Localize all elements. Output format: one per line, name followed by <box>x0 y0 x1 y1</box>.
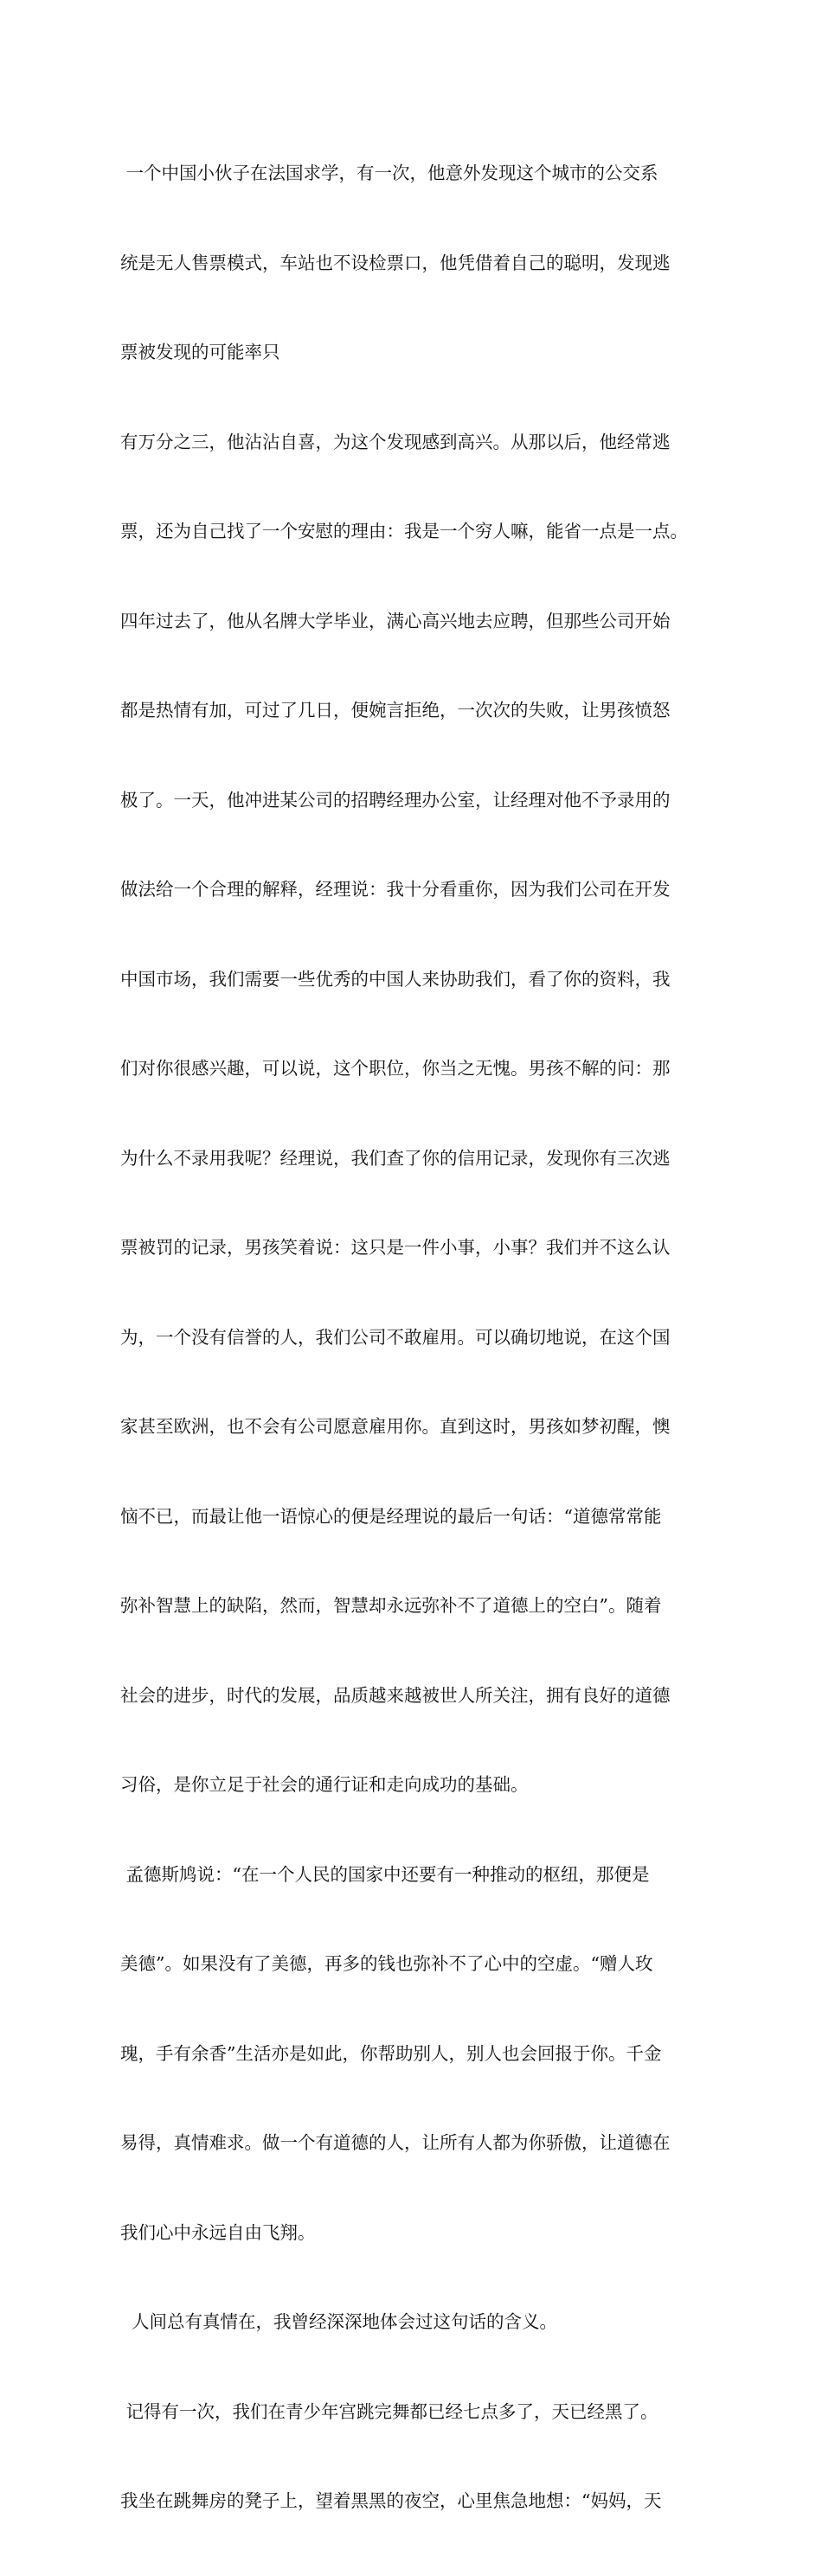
text-line: 社会的进步，时代的发展，品质越来越被世人所关注，拥有良好的道德 <box>120 1684 671 1706</box>
text-line: 我坐在跳舞房的凳子上，望着黑黑的夜空，心里焦急地想：“妈妈，天 <box>120 2490 662 2511</box>
text-line: 都是热情有加，可过了几日，便婉言拒绝，一次次的失败，让男孩愤怒 <box>120 700 671 721</box>
text-line: 们对你很感兴趣，可以说，这个职位，你当之无愧。男孩不解的问：那 <box>120 1058 671 1079</box>
text-line: 中国市场，我们需要一些优秀的中国人来协助我们，看了你的资料，我 <box>120 968 671 990</box>
text-line: 习俗，是你立足于社会的通行证和走向成功的基础。 <box>120 1774 529 1795</box>
text-line: 票被发现的可能率只 <box>120 342 280 362</box>
text-line: 为，一个没有信誉的人，我们公司不敢雇用。可以确切地说，在这个国 <box>120 1326 671 1348</box>
text-line: 我们心中永远自由飞翔。 <box>120 2221 316 2243</box>
text-line: 一个中国小伙子在法国求学，有一次，他意外发现这个城市的公交系 <box>120 163 658 183</box>
text-line: 四年过去了，他从名牌大学毕业，满心高兴地去应聘，但那些公司开始 <box>120 610 671 631</box>
text-line: 票被罚的记录，男孩笑着说：这只是一件小事，小事？我们并不这么认 <box>120 1237 671 1258</box>
text-line: 易得，真情难求。做一个有道德的人，让所有人都为你骄傲，让道德在 <box>120 2132 671 2153</box>
text-line: 人间总有真情在，我曾经深深地体会过这句话的含义。 <box>120 2311 558 2332</box>
text-line: 极了。一天，他冲进某公司的招聘经理办公室，让经理对他不予录用的 <box>120 789 671 811</box>
text-line: 美德”。如果没有了美德，再多的钱也弥补不了心中的空虚。“赠人玫 <box>120 1953 653 1974</box>
text-line: 孟德斯鸠说：“在一个人民的国家中还要有一种推动的枢纽，那便是 <box>120 1863 650 1885</box>
document-body <box>120 99 709 2576</box>
text-line: 票，还为自己找了一个安慰的理由：我是一个穷人嘛，能省一点是一点。 <box>120 521 688 541</box>
text-line: 有万分之三，他沾沾自喜，为这个发现感到高兴。从那以后，他经常逃 <box>120 431 671 452</box>
text-line: 统是无人售票模式，车站也不设检票口，他凭借着自己的聪明，发现逃 <box>120 252 671 273</box>
text-line: 恼不已，而最让他一语惊心的便是经理说的最后一句话：“道德常常能 <box>120 1505 662 1527</box>
text-line: 瑰，手有余香”生活亦是如此，你帮助别人，别人也会回报于你。千金 <box>120 2042 662 2064</box>
text-line: 弥补智慧上的缺陷，然而，智慧却永远弥补不了道德上的空白”。随着 <box>120 1595 662 1616</box>
text-line: 记得有一次，我们在青少年宫跳完舞都已经七点多了，天已经黑了。 <box>120 2400 658 2422</box>
text-line: 家甚至欧洲，也不会有公司愿意雇用你。直到这时，男孩如梦初醒，懊 <box>120 1416 671 1437</box>
text-line: 为什么不录用我呢？经理说，我们查了你的信用记录，发现你有三次逃 <box>120 1147 671 1169</box>
text-line: 做法给一个合理的解释，经理说：我十分看重你，因为我们公司在开发 <box>120 879 671 900</box>
